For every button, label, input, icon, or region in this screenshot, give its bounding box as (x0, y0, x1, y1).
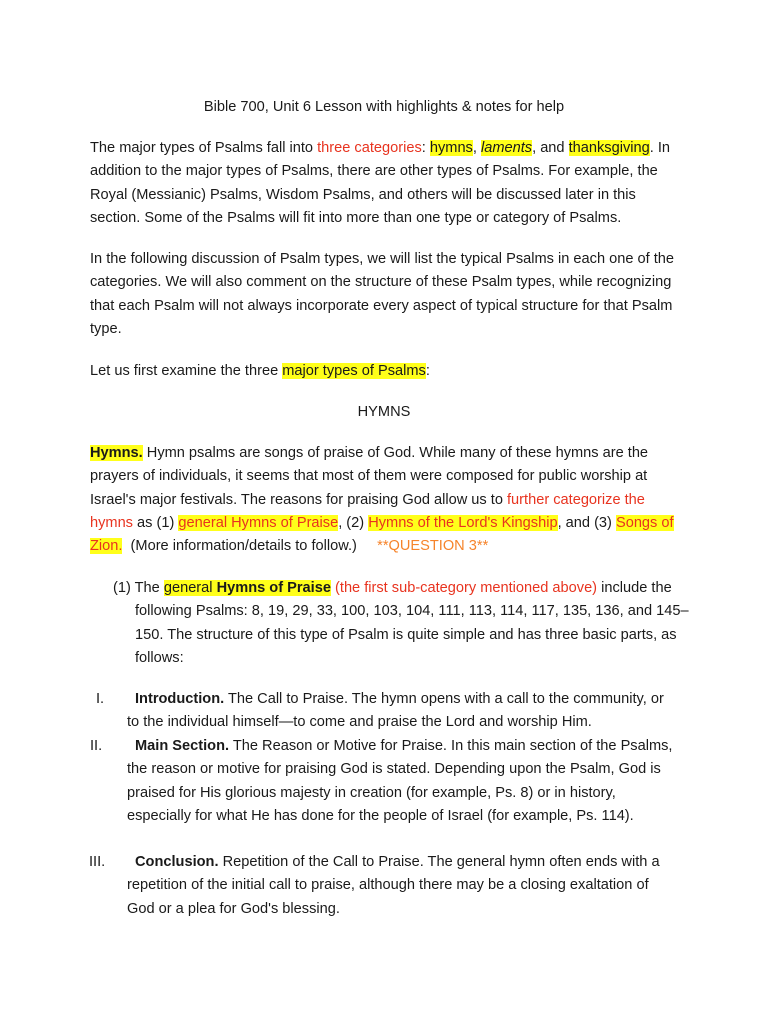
p4-text4: , and (3) (557, 514, 616, 531)
paragraph-general-hymns (113, 577, 690, 670)
hymns-bold-highlight: Hymns. (90, 445, 143, 461)
list-number: II. (90, 738, 103, 754)
hymns-highlight: hymns (429, 140, 473, 156)
paragraph-first-examine (90, 360, 680, 383)
p5-text3: include the following Psalms: 8, 19, 29, 33, 100, 103, 104, 111, 113, 114, 117, 135, 136, and 145–150. The structure of this type of Psalm is quite simple and has three basic parts, as follows: (135, 580, 689, 666)
p1-colon: : (421, 140, 430, 156)
general-highlight: general (163, 580, 213, 596)
list-body (90, 851, 680, 921)
section-heading-hymns: HYMNS (357, 404, 411, 420)
p3-colon: : (425, 363, 430, 379)
kingship-highlight: Hymns of the Lord's Kingship (368, 514, 558, 531)
sub-category-note: (the first sub-category mentioned above) (335, 580, 598, 596)
p1-comma2: , (532, 140, 537, 156)
p4-text3: , (2) (338, 514, 369, 531)
question-marker: **QUESTION 3** (377, 538, 489, 555)
p5-text: (1) The (113, 580, 164, 596)
p1-and: and (536, 140, 569, 156)
further-categorize-text: further categorize the hymns (90, 491, 645, 531)
general-hymns-highlight: general Hymns of Praise (178, 514, 339, 531)
p1-rest: . In addition to the major types of Psalms, there are other types of Psalms. For example, the Royal (Messianic) Psalms, Wisdom Psalms, and others will be discussed later in this section. Some of the Psalms will fit into more than one type or category of Psalms. (90, 140, 671, 226)
p5-space (213, 580, 217, 596)
list-item (90, 851, 680, 921)
major-types-highlight: major types of Psalms (282, 363, 426, 379)
list-label: Main Section. (135, 738, 230, 754)
list-text: The Call to Praise. The hymn opens with a call to the community, or to the individual himself—to come and praise the Lord and worship Him. (127, 691, 664, 731)
p1-comma: , (472, 140, 481, 156)
list-number: I. (96, 691, 105, 707)
list-number: III. (89, 854, 106, 870)
p3-text: Let us first examine the three (90, 363, 283, 379)
paragraph-psalm-types (90, 137, 680, 230)
list-item (90, 735, 680, 828)
three-categories-text: three categories (317, 140, 422, 156)
list-item (90, 688, 680, 735)
hymns-of-praise-highlight: Hymns of Praise (216, 580, 331, 596)
p1-text: The major types of Psalms fall into (90, 140, 318, 156)
songs-of-zion-highlight: Songs of Zion. (90, 514, 674, 555)
thanksgiving-highlight: thanksgiving (568, 140, 650, 156)
paragraph-hymns (90, 442, 680, 558)
document-title: Bible 700, Unit 6 Lesson with highlights & notes for help (203, 99, 565, 115)
list-text: Repetition of the Call to Praise. The general hymn often ends with a repetition of the initial call to praise, although there may be a closing exaltation of God or a plea for God's blessing. (127, 854, 660, 917)
p4-text2: as (1) (132, 514, 179, 531)
laments-highlight: laments (480, 140, 533, 156)
paragraph-discussion: In the following discussion of Psalm types, we will list the typical Psalms in each one of the categories. We will also comment on the structure of these Psalm types, while recognizing that each Psalm will not always incorporate every aspect of typical structure for that Psalm type. (90, 251, 675, 337)
p4-text5: (More information/details to follow.) (122, 538, 378, 555)
p4-text: Hymn psalms are songs of praise of God. While many of these hymns are the prayers of individuals, it seems that most of them were composed for public worship at Israel's major festivals. The reasons for praising God allow us to (90, 445, 649, 508)
list-body (90, 688, 680, 735)
list-text: The Reason or Motive for Praise. In this main section of the Psalms, the reason or motive for praising God is stated. Depending upon the Psalm, God is praised for His glorious majesty in creation (for example, Ps. 8) or in history, especially for what He has done for the people of Israel (for example, Ps. 114). (127, 738, 673, 824)
list-label: Introduction. (135, 691, 225, 707)
list-label: Conclusion. (135, 854, 219, 870)
list-body (90, 735, 680, 828)
